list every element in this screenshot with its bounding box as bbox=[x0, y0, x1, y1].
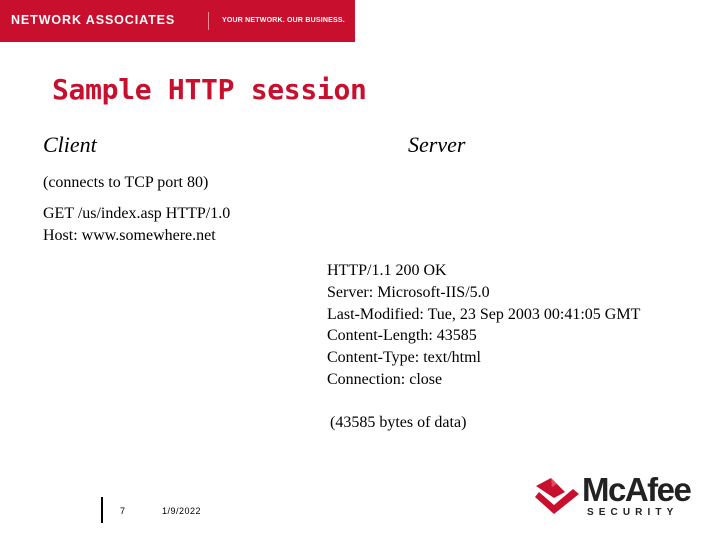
logo-subtitle: SECURITY bbox=[587, 507, 679, 518]
client-heading: Client bbox=[43, 132, 97, 157]
server-header-line: Server: Microsoft-IIS/5.0 bbox=[327, 283, 490, 301]
server-response bbox=[327, 260, 640, 391]
brand-name: NETWORK ASSOCIATES bbox=[11, 13, 176, 27]
client-request bbox=[43, 203, 230, 247]
status-line: HTTP/1.1 200 OK bbox=[327, 262, 447, 279]
content-length-line: Content-Length: 43585 bbox=[327, 327, 477, 345]
footer-divider bbox=[101, 497, 103, 523]
page-number: 7 bbox=[120, 506, 126, 516]
connect-note: (connects to TCP port 80) bbox=[43, 174, 209, 191]
last-modified-line: Last-Modified: Tue, 23 Sep 2003 00:41:05 GMT bbox=[327, 305, 641, 323]
data-note: (43585 bytes of data) bbox=[330, 414, 467, 431]
mcafee-shield-icon bbox=[534, 475, 582, 515]
logo-wordmark: McAfee bbox=[582, 471, 691, 508]
slide-date: 1/9/2022 bbox=[162, 506, 202, 516]
host-header-line: Host: www.somewhere.net bbox=[43, 226, 216, 244]
mcafee-logo bbox=[534, 471, 691, 520]
request-line: GET /us/index.asp HTTP/1.0 bbox=[43, 205, 231, 222]
connection-line: Connection: close bbox=[327, 370, 443, 388]
banner-divider bbox=[208, 12, 209, 30]
slide-title: Sample HTTP session bbox=[52, 73, 367, 106]
brand-tagline: YOUR NETWORK. OUR BUSINESS. bbox=[222, 17, 345, 24]
content-type-line: Content-Type: text/html bbox=[327, 349, 481, 367]
header-banner bbox=[0, 0, 355, 42]
server-heading: Server bbox=[408, 132, 466, 157]
